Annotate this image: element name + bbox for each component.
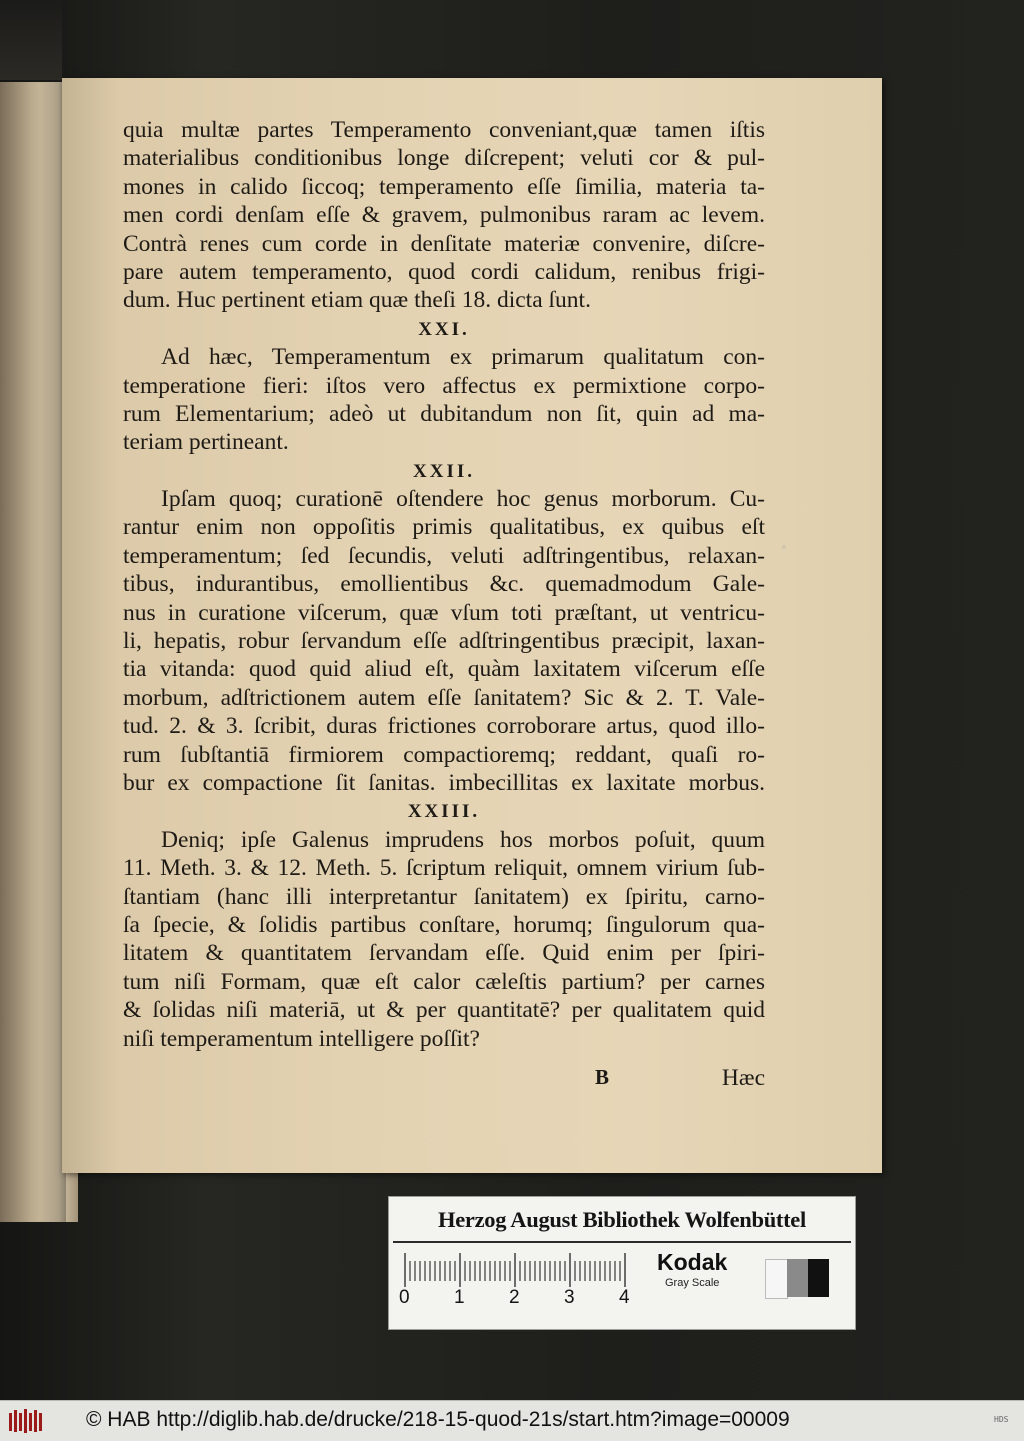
page-text bbox=[123, 116, 765, 1095]
text-line: rantur enim non oppoſitis primis qualitatibus, ex quibus eſt bbox=[123, 514, 765, 541]
ruler-number: 2 bbox=[509, 1287, 520, 1308]
ruler-number: 0 bbox=[399, 1287, 410, 1308]
text-line: ſtantiam (hanc illi interpretantur ſanitatem) ex ſpiritu, carno- bbox=[123, 883, 765, 910]
text-line: bur ex compactione ſit ſanitas. imbecillitas ex laxitate morbus. bbox=[123, 769, 765, 796]
page-foot bbox=[123, 1061, 765, 1095]
ruler-number: 3 bbox=[564, 1287, 575, 1308]
text-line: Contrà renes cum corde in denſitate materiæ convenire, diſcre- bbox=[123, 230, 765, 257]
catchword: Hæc bbox=[721, 1064, 765, 1091]
text-line: temperamentum; ſed ſecundis, veluti adſtringentibus, relaxan- bbox=[123, 542, 765, 569]
margin-mark bbox=[782, 545, 786, 549]
text-line: mones in calido ſiccoq; temperamento eſſe ſimilia, materia ta- bbox=[123, 173, 765, 200]
library-name: Herzog August Bibliothek Wolfenbüttel bbox=[438, 1207, 806, 1232]
viewer-footer bbox=[0, 1400, 1024, 1441]
text-line: temperatione fieri: iſtos vero affectus ex permixtione corpo- bbox=[123, 372, 765, 399]
text-line: tud. 2. & 3. ſcribit, duras frictiones corroborare artus, quod illo- bbox=[123, 713, 765, 740]
text-line: quia multæ partes Temperamento conveniant,quæ tamen iſtis bbox=[123, 117, 765, 143]
text-line: rum Elementarium; adeò ut dubitandum non ſit, quin ad ma- bbox=[123, 400, 765, 427]
text-line: nus in curatione viſcerum, quæ vſum toti præſtant, ut ventricu- bbox=[123, 599, 765, 626]
gray-swatch-white bbox=[765, 1259, 788, 1299]
gray-swatch-mid bbox=[787, 1259, 808, 1297]
text-line: tibus, indurantibus, emollientibus &c. quemadmodum Gale- bbox=[123, 571, 765, 598]
text-line: tia vitanda: quod quid aliud eſt, quàm laxitatem viſcerum eſſe bbox=[123, 656, 765, 683]
section-heading: XXIII. bbox=[407, 801, 481, 823]
text-line: dum. Huc pertinent etiam quæ theſi 18. dicta ſunt. bbox=[123, 287, 591, 314]
text-line: niſi temperamentum intelligere poſſit? bbox=[123, 1025, 480, 1052]
gray-scale-label: Gray Scale bbox=[665, 1277, 720, 1289]
text-line: Ad hæc, Temperamentum ex primarum qualitatum con- bbox=[161, 344, 765, 371]
text-line: ſa ſpecie, & ſolidis partibus conſtare, horumq; ſingulorum qua- bbox=[123, 911, 765, 938]
signature-mark: B bbox=[595, 1064, 610, 1089]
text-line: litatem & quantitatem ſervandam eſſe. Quid enim per ſpiri- bbox=[123, 940, 765, 967]
text-line: li, hepatis, robur ſervandum eſſe adſtringentibus præcipit, laxan- bbox=[123, 628, 765, 655]
text-line: Ipſam quoq; curationē oſtendere hoc genus morborum. Cu- bbox=[161, 486, 765, 513]
kodak-logo: Kodak bbox=[657, 1249, 728, 1275]
ruler-numbers bbox=[395, 1287, 645, 1313]
paragraph-20-end bbox=[123, 116, 765, 315]
text-line: teriam pertineant. bbox=[123, 429, 289, 456]
text-line: morbum, adſtrictionem autem eſſe ſanitatem? Sic & 2. T. Vale- bbox=[123, 684, 765, 711]
text-line: pare autem temperamento, quod cordi calidum, renibus frigi- bbox=[123, 258, 765, 285]
section-heading: XXI. bbox=[418, 318, 470, 340]
hab-logo-icon[interactable] bbox=[8, 1407, 44, 1435]
ruler-number: 1 bbox=[454, 1287, 465, 1308]
paragraph-21 bbox=[123, 343, 765, 457]
text-line: Deniq; ipſe Galenus imprudens hos morbos poſuit, quum bbox=[161, 826, 765, 853]
color-calibration-card bbox=[388, 1196, 856, 1330]
text-line: tum niſi Formam, quæ eſt calor cæleſtis partium? per carnes bbox=[123, 968, 765, 995]
card-divider bbox=[393, 1241, 851, 1243]
text-line: men cordi denſam eſſe & gravem, pulmonibus raram ac levem. bbox=[123, 202, 765, 229]
footer-mark: HDS bbox=[994, 1415, 1009, 1424]
text-line: materialibus conditionibus longe diſcrepent; veluti cor & pul- bbox=[123, 145, 765, 172]
text-line: rum ſubſtantiā firmiorem compactioremq; reddant, quaſi ro- bbox=[123, 741, 765, 768]
paragraph-23 bbox=[123, 826, 765, 1053]
text-line: 11. Meth. 3. & 12. Meth. 5. ſcriptum reliquit, omnem virium ſub- bbox=[123, 855, 765, 882]
gray-swatch-black bbox=[808, 1259, 829, 1297]
paragraph-22 bbox=[123, 485, 765, 797]
ruler-number: 4 bbox=[619, 1287, 630, 1308]
source-url[interactable]: © HAB http://diglib.hab.de/drucke/218-15-quod-21s/start.htm?image=00009 bbox=[86, 1408, 790, 1431]
binding-edge bbox=[0, 0, 62, 80]
text-line: & ſolidas niſi materiā, ut & per quantitatē? per qualitatem quid bbox=[123, 997, 765, 1024]
section-heading: XXII. bbox=[413, 460, 475, 482]
